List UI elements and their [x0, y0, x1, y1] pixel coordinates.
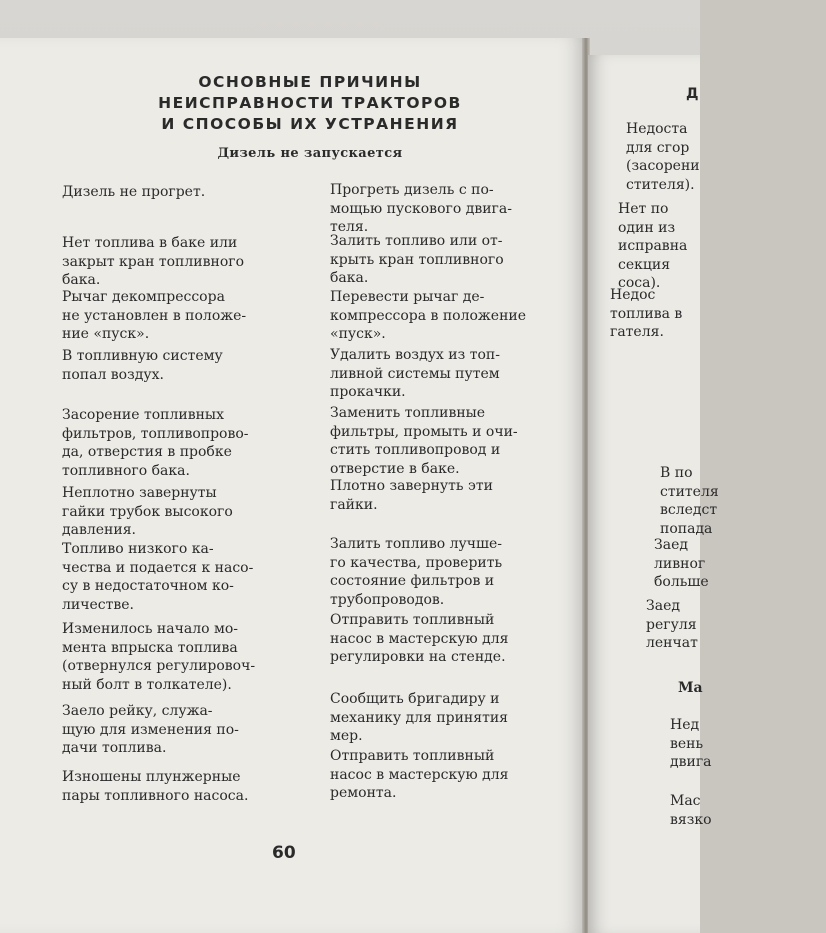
- cause-6: Неплотно завернуты гайки трубок высокого давления.: [62, 485, 233, 538]
- remedy-4: Удалить воздух из топ- ливной системы путем прокачки.: [330, 347, 500, 400]
- remedy-6: Плотно завернуть эти гайки.: [330, 478, 493, 513]
- remedy-3: Перевести рычаг де- компрессора в положение «пуск».: [330, 289, 527, 342]
- section-title: Дизель не запускается: [217, 146, 403, 161]
- right-page: [588, 55, 719, 933]
- page-number: 60: [272, 843, 296, 863]
- right-text-8: Мас вязко: [670, 793, 712, 828]
- remedy-8: Отправить топливный насос в мастерскую для регулировки на стенде.: [330, 612, 509, 665]
- cause-5: Засорение топливных фильтров, топливопрово- да, отверстия в пробке топливного бака.: [62, 407, 249, 479]
- remedy-9: Сообщить бригадиру и механику для принятия мер.: [330, 691, 509, 744]
- cause-3: Рычаг декомпрессора не установлен в положе- ние «пуск».: [62, 289, 247, 342]
- remedy-1: Прогреть дизель с по- мощью пускового двига- теля.: [330, 182, 512, 235]
- right-text-3: Недос топлива в гателя.: [610, 287, 683, 340]
- title-line-1: ОСНОВНЫЕ ПРИЧИНЫ: [198, 73, 422, 91]
- cause-10: Изношены плунжерные пары топливного насоса.: [62, 769, 249, 804]
- cause-7: Топливо низкого ка- чества и подается к насо- су в недостаточном ко- личестве.: [62, 541, 254, 613]
- title-line-2: НЕИСПРАВНОСТИ ТРАКТОРОВ: [158, 94, 462, 112]
- right-text-7: Нед вень двига: [670, 717, 712, 770]
- cause-1: Дизель не прогрет.: [62, 184, 206, 200]
- page-title: [150, 72, 470, 135]
- remedy-7: Залить топливо лучше- го качества, проверить состояние фильтров и трубопроводов.: [330, 536, 503, 608]
- right-text-6: Заед регуля ленчат: [646, 598, 698, 651]
- right-text-1: Недоста для сгор (засорени стителя).: [626, 121, 700, 193]
- cause-8: Изменилось начало мо- мента впрыска топлива (отвернулся регулировоч- ный болт в толкателе).: [62, 621, 256, 693]
- right-text-5: Заед ливног больше: [654, 537, 709, 590]
- cause-2: Нет топлива в баке или закрыт кран топливного бака.: [62, 235, 245, 288]
- cause-9: Заело рейку, служа- щую для изменения по- дачи топлива.: [62, 703, 239, 756]
- remedy-2: Залить топливо или от- крыть кран топливного бака.: [330, 233, 504, 286]
- right-text-2: Нет по один из исправна секция соса).: [618, 201, 688, 291]
- title-line-3: И СПОСОБЫ ИХ УСТРАНЕНИЯ: [161, 115, 459, 133]
- right-heading-fragment: Д: [686, 86, 699, 102]
- remedy-10: Отправить топливный насос в мастерскую для ремонта.: [330, 748, 509, 801]
- remedy-5: Заменить топливные фильтры, промыть и очи- стить топливопровод и отверстие в баке.: [330, 405, 518, 477]
- right-heading-2: Ма: [678, 680, 703, 696]
- right-text-4: В по стителя вследст попада: [660, 465, 719, 537]
- cause-4: В топливную систему попал воздух.: [62, 348, 223, 383]
